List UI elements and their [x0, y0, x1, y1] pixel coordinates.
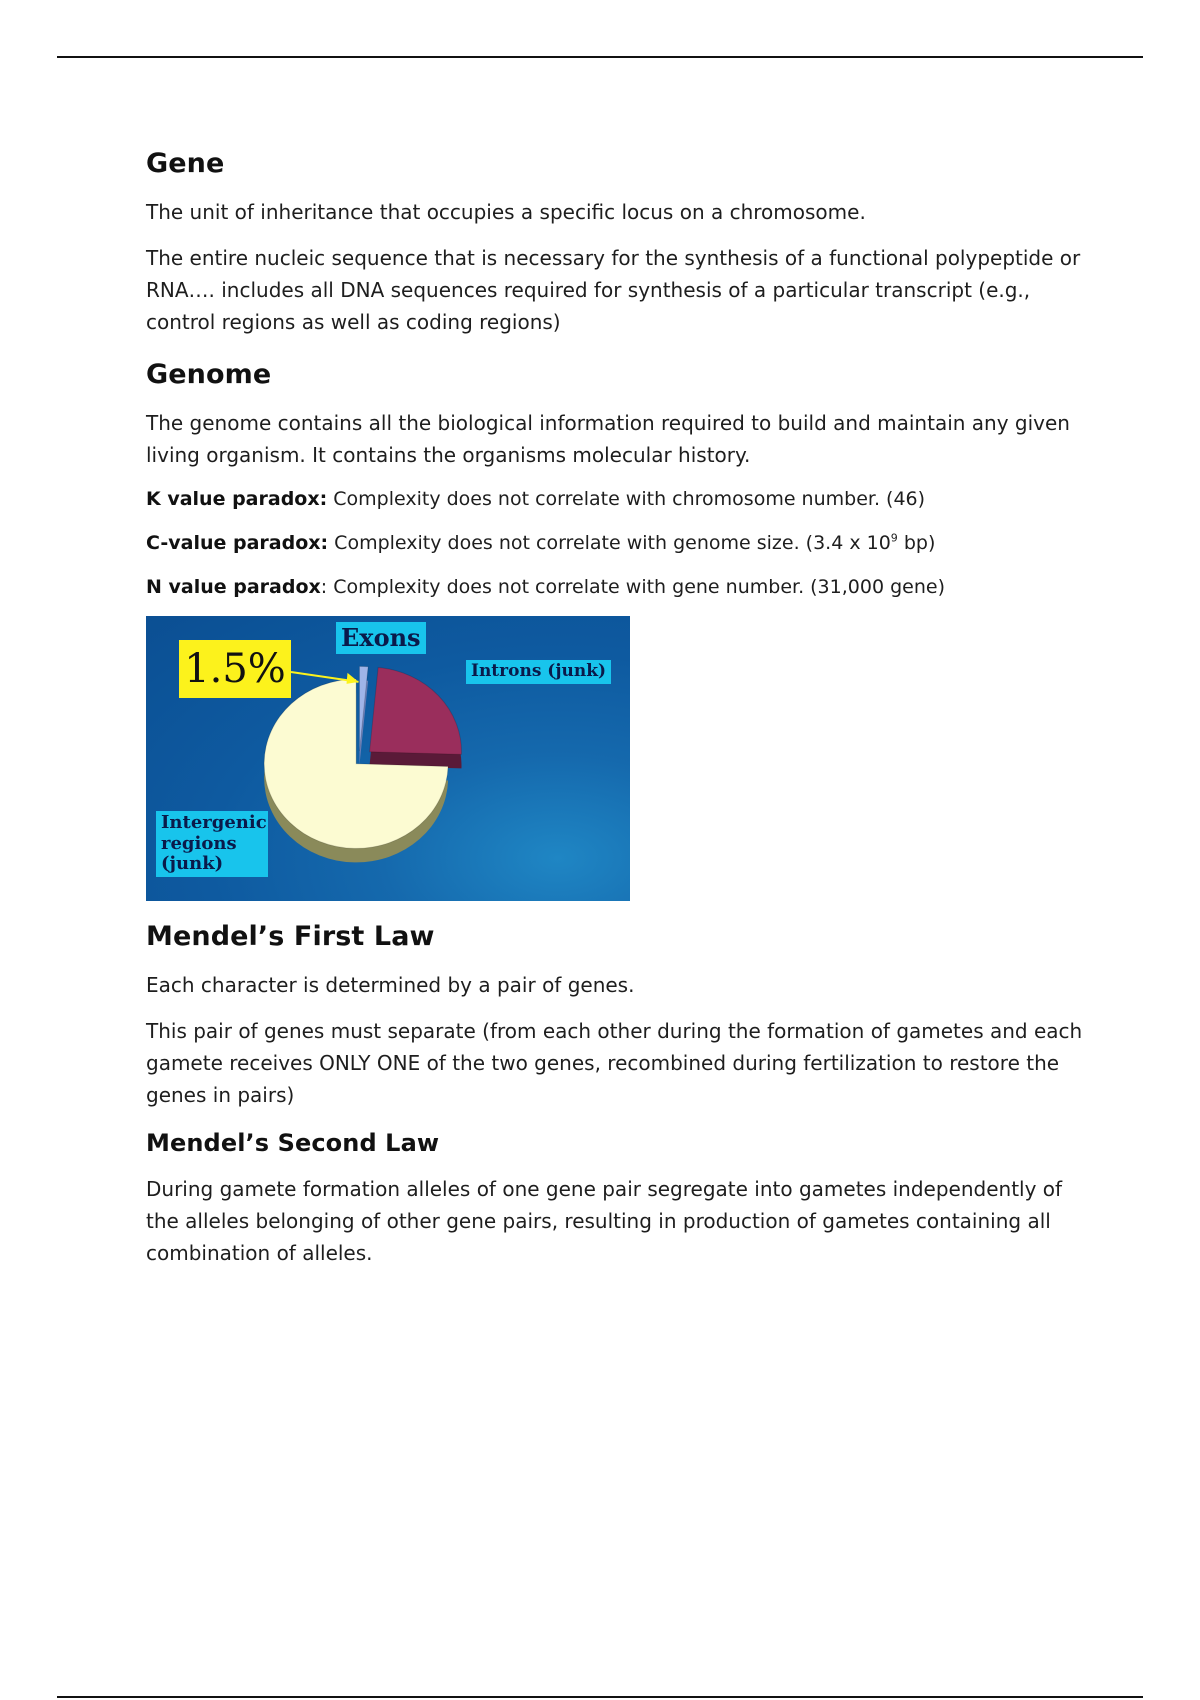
heading-mendel-first-law: Mendel’s First Law: [146, 921, 435, 952]
n-value-paradox: [146, 573, 1086, 601]
gene-definition-1: The unit of inheritance that occupies a specific locus on a chromosome.: [146, 200, 866, 224]
c-value-exponent: 9: [890, 531, 898, 545]
genome-definition: The genome contains all the biological information required to build and maintain any given living organism. It contains the organisms molecular history.: [146, 411, 1070, 467]
k-value-text: Complexity does not correlate with chromosome number. (46): [327, 488, 926, 510]
genome-composition-figure: [146, 616, 630, 901]
heading-genome: Genome: [146, 359, 272, 390]
introns-label: Introns (junk): [466, 660, 611, 684]
mendel-second-law-1: During gamete formation alleles of one gene pair segregate into gametes independently of the alleles belonging of other gene pairs, resulting in production of gametes containing all combination of alleles.: [146, 1177, 1063, 1265]
pie-slice-exons: [359, 666, 368, 751]
c-value-paradox: [146, 529, 1086, 557]
top-rule: [57, 56, 1143, 58]
document-body: [146, 146, 1086, 1269]
heading-gene: Gene: [146, 148, 225, 179]
exons-label: Exons: [336, 622, 426, 654]
mendel-first-law-1: Each character is determined by a pair of genes.: [146, 973, 635, 997]
n-value-label: N value paradox: [146, 576, 321, 598]
heading-mendel-second-law: Mendel’s Second Law: [146, 1129, 440, 1157]
pie-slice-introns: [370, 667, 462, 754]
gene-definition-2: The entire nucleic sequence that is necessary for the synthesis of a functional polypeptide or RNA…. includes all DNA sequences required for synthesis of a particular transcript (e.g., control regions as well as coding regions): [146, 246, 1081, 334]
n-value-text: : Complexity does not correlate with gene number. (31,000 gene): [320, 576, 945, 598]
exon-percentage-label: 1.5%: [179, 640, 291, 698]
c-value-label: C-value paradox:: [146, 532, 329, 554]
k-value-label: K value paradox:: [146, 488, 328, 510]
mendel-first-law-2: This pair of genes must separate (from each other during the formation of gametes and each gamete receives ONLY ONE of the two genes, recombined during fertilization to restore the genes in pairs): [146, 1019, 1083, 1107]
c-value-text: Complexity does not correlate with genome size. (3.4 x 10: [328, 532, 891, 554]
bottom-rule: [57, 1696, 1143, 1698]
intergenic-label: Intergenic regions (junk): [156, 811, 268, 877]
c-value-unit: bp): [897, 532, 936, 554]
k-value-paradox: [146, 485, 1086, 513]
